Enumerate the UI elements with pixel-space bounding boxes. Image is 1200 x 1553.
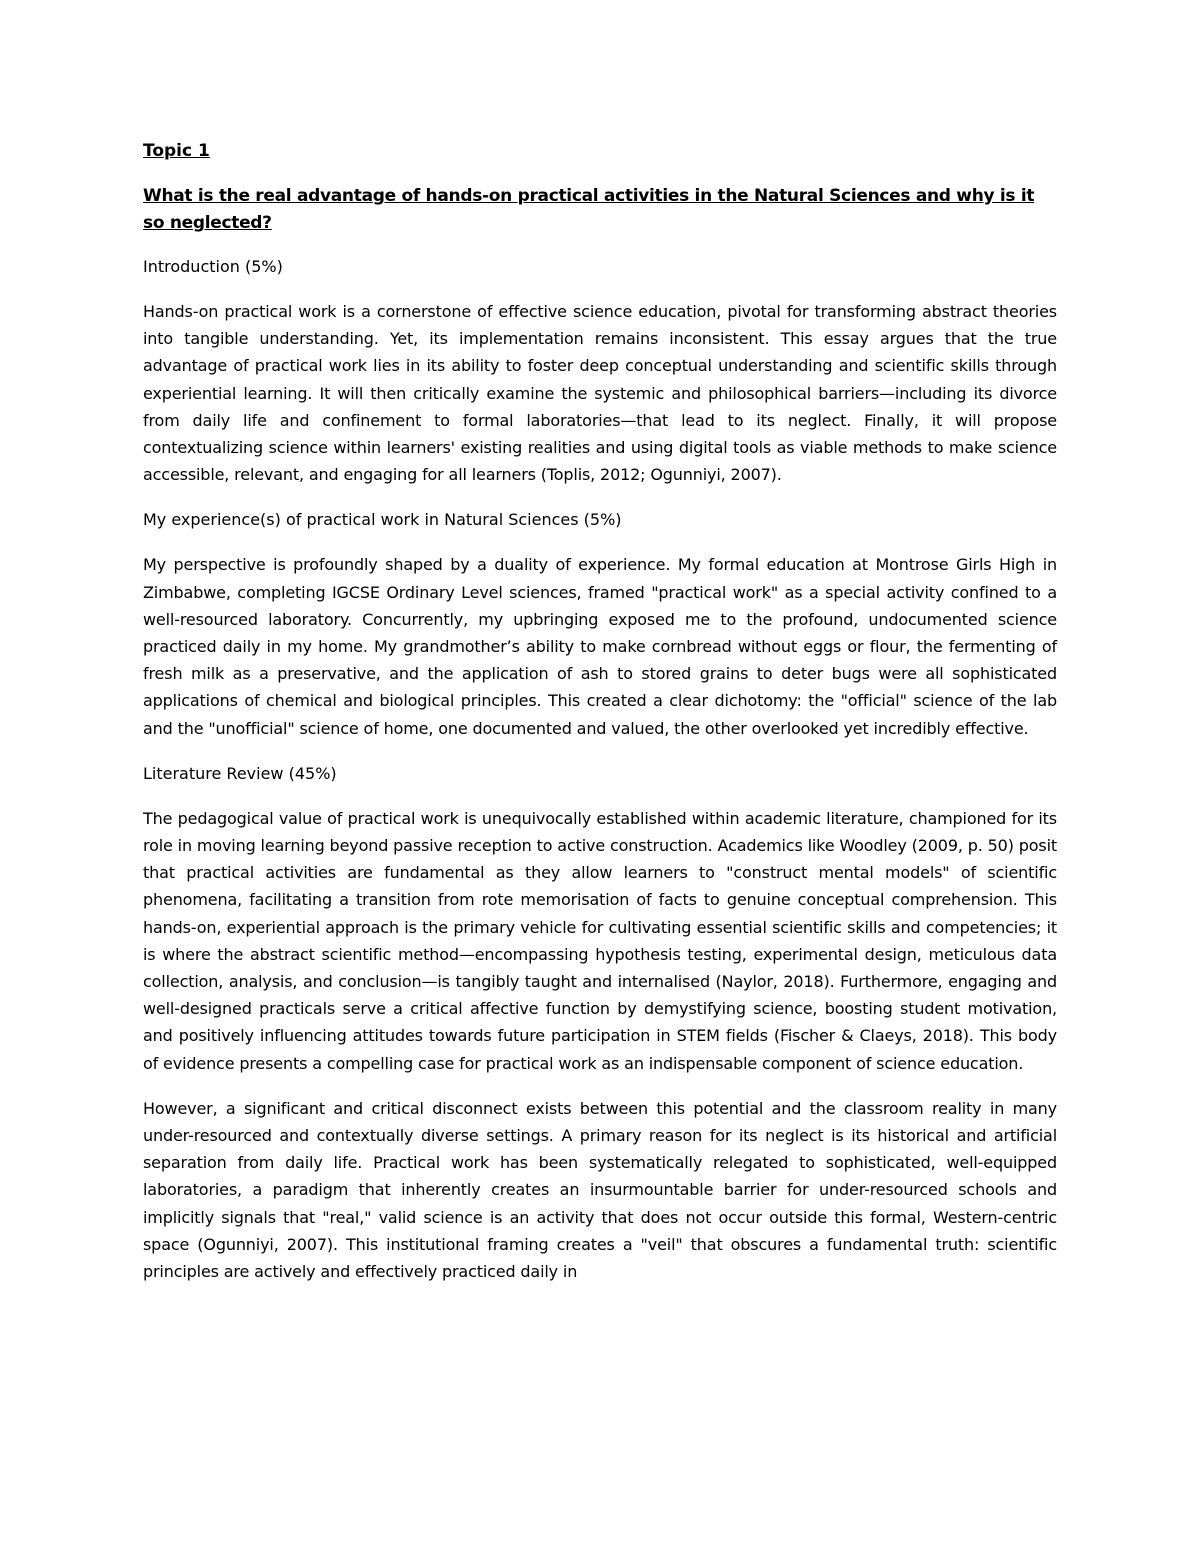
topic-label: Topic 1 (143, 141, 210, 161)
section-heading-literature-review: Literature Review (45%) (143, 763, 337, 783)
experience-paragraph: My perspective is profoundly shaped by a duality of experience. My formal education at Montrose Girls High in Zimbabwe, completing IGCSE Ordinary Level sciences, framed "practical work" as a special activity confined to a well-resourced laboratory. Concurrently, my upbringing exposed me to the profound, undocumented science practiced daily in my home. My grandmother’s ability to make cornbread without eggs or flour, the fermenting of fresh milk as a preservative, and the application of ash to stored grains to deter bugs were all sophisticated applications of chemical and biological principles. This created a clear dichotomy: the "official" science of the lab and the "unofficial" science of home, one documented and valued, the other overlooked yet incredibly effective. (143, 555, 1057, 738)
document-page (143, 138, 1057, 1303)
literature-review-paragraph-2: However, a significant and critical disconnect exists between this potential and the classroom reality in many under-resourced and contextually diverse settings. A primary reason for its neglect is its historical and artificial separation from daily life. Practical work has been systematically relegated to sophisticated, well-equipped laboratories, a paradigm that inherently creates an insurmountable barrier for under-resourced schools and implicitly signals that "real," valid science is an activity that does not occur outside this formal, Western-centric space (Ogunniyi, 2007). This institutional framing creates a "veil" that obscures a fundamental truth: scientific principles are actively and effectively practiced daily in (143, 1098, 1057, 1282)
literature-review-paragraph-1: The pedagogical value of practical work is unequivocally established within academic literature, championed for its role in moving learning beyond passive reception to active construction. Academics like Woodley (2009, p. 50) posit that practical activities are fundamental as they allow learners to "construct mental models" of scientific phenomena, facilitating a transition from rote memorisation of facts to genuine conceptual comprehension. This hands-on, experiential approach is the primary vehicle for cultivating essential scientific skills and competencies; it is where the abstract scientific method—encompassing hypothesis testing, experimental design, meticulous data collection, analysis, and conclusion—is tangibly taught and internalised (Naylor, 2018). Furthermore, engaging and well-designed practicals serve a critical affective function by demystifying science, boosting student motivation, and positively influencing attitudes towards future participation in STEM fields (Fischer & Claeys, 2018). This body of evidence presents a compelling case for practical work as an indispensable component of science education. (143, 808, 1057, 1073)
essay-title: What is the real advantage of hands-on practical activities in the Natural Sciences and why is it so neglected? (143, 186, 1035, 233)
section-heading-experience: My experience(s) of practical work in Natural Sciences (5%) (143, 510, 622, 530)
section-heading-introduction: Introduction (5%) (143, 257, 283, 276)
introduction-paragraph: Hands-on practical work is a cornerstone of effective science education, pivotal for transforming abstract theories into tangible understanding. Yet, its implementation remains inconsistent. This essay argues that the true advantage of practical work lies in its ability to foster deep conceptual understanding and scientific skills through experiential learning. It will then critically examine the systemic and philosophical barriers—including its divorce from daily life and confinement to formal laboratories—that lead to its neglect. Finally, it will propose contextualizing science within learners' existing realities and using digital tools as viable methods to make science accessible, relevant, and engaging for all learners (Toplis, 2012; Ogunniyi, 2007). (143, 302, 1057, 485)
